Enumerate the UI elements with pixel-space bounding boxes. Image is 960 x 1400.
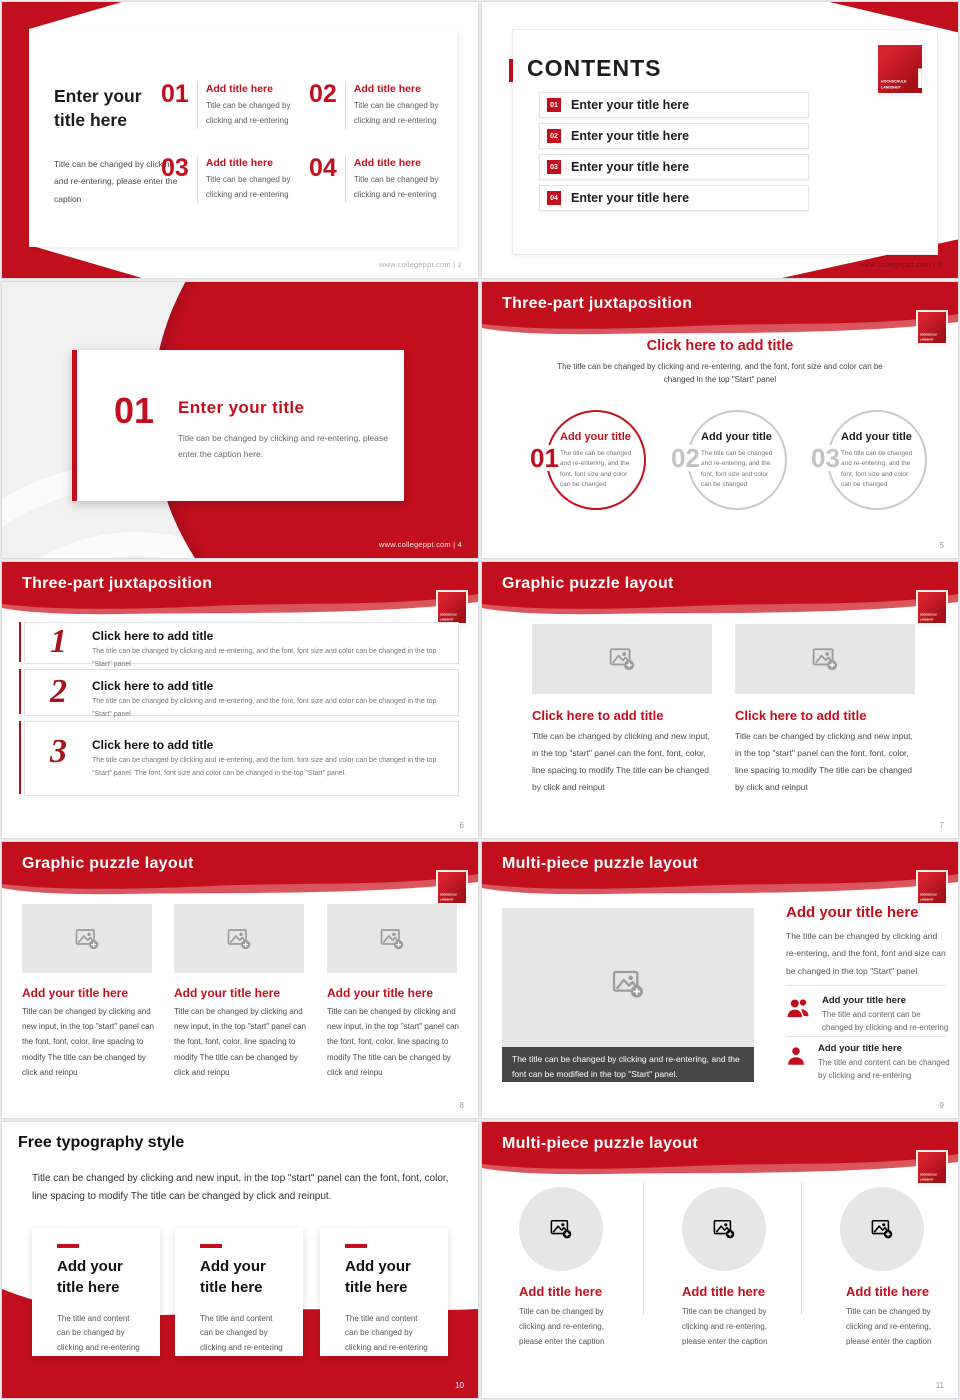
typography-card	[32, 1228, 160, 1356]
row-number-badge: 03	[547, 160, 561, 174]
item-title: Add your title here	[822, 995, 906, 1006]
slide-free-typography[interactable]	[2, 1122, 478, 1398]
column-title: Click here to add title	[735, 708, 867, 723]
item-title: Add title here	[353, 83, 421, 95]
contents-row[interactable]	[539, 185, 809, 211]
row-label: Enter your title here	[571, 191, 690, 205]
image-placeholder-icon	[227, 927, 251, 951]
slide-graphic-puzzle-two[interactable]	[482, 562, 958, 838]
hochschule-landshut-logo: HOCHSCHULE LANDSHUT h	[438, 592, 466, 623]
page-number: 4	[457, 540, 462, 549]
row-number: 1	[50, 623, 67, 660]
column-title: Add your title here	[22, 986, 129, 1000]
page-number: 3	[937, 260, 942, 269]
column-desc: Title can be changed by clicking and new input, in the top "start" panel can the font, font, color, line spacing to modify The title can be changed by click and reinpu	[174, 1007, 306, 1077]
row-desc: The title can be changed by clicking and re-entering, and the font, font size and color can be changed in the top "Start" panel	[92, 698, 437, 718]
divider	[197, 82, 198, 129]
card-desc: The title and content can be changed by clicking and re-entering	[200, 1314, 283, 1352]
slide-footer: www.collegeppt.com | 3	[858, 260, 942, 269]
column-title: Add title here	[846, 1284, 930, 1299]
body-desc: The title can be changed by clicking and re-entering, and the font, font and size can be changed in the top "Start" panel	[786, 931, 946, 976]
slide-multi-piece-circles[interactable]	[482, 1122, 958, 1398]
slide-title: Free typography style	[18, 1134, 185, 1151]
page-number: 5	[939, 541, 944, 550]
circle-number: 01	[530, 443, 559, 473]
row-number-badge: 02	[547, 129, 561, 143]
slide-header-title: Graphic puzzle layout	[502, 575, 674, 592]
slide-header-title: Three-part juxtaposition	[502, 295, 693, 312]
row-label: Enter your title here	[571, 98, 690, 112]
row-number-badge: 04	[547, 191, 561, 205]
hochschule-landshut-logo: HOCHSCHULE LANDSHUT h	[438, 872, 466, 903]
card-accent-dash	[345, 1244, 367, 1248]
column-desc: Title can be changed by clicking and new input, in the top "start" panel can the font, font, color, line spacing to modify The title can be changed by click and reinpu	[22, 1007, 154, 1077]
card-title: Add your title here	[57, 1258, 123, 1296]
row-title: Click here to add title	[92, 738, 214, 752]
item-desc: Title can be changed by clicking and re-entering	[205, 101, 291, 125]
card-accent-dash	[57, 1244, 79, 1248]
item-title: Add your title here	[818, 1043, 902, 1054]
numbered-item	[309, 82, 454, 129]
image-placeholder-icon	[75, 927, 99, 951]
column-title: Add your title here	[327, 986, 434, 1000]
item-number: 02	[309, 80, 337, 108]
item-title: Add title here	[353, 157, 421, 169]
slide-three-part-circles[interactable]	[482, 282, 958, 558]
circle-title: Add your title	[560, 431, 631, 443]
row-desc: The title can be changed by clicking and re-entering, and the font, font size and color can be changed in the top "Start" panel	[92, 648, 437, 668]
row-desc: The title can be changed by clicking and re-entering, and the font, font size and color can be changed in the top "Start" panel. The font, font size and color can be changed in the top "Start" panel.	[92, 757, 437, 777]
slide-three-part-list[interactable]	[2, 562, 478, 838]
feature-item	[786, 1043, 950, 1083]
item-desc: Title can be changed by clicking and re-entering	[353, 101, 439, 125]
page-number: 10	[455, 1381, 464, 1390]
item-desc: Title can be changed by clicking and re-entering	[353, 175, 439, 199]
image-placeholder-circle[interactable]	[682, 1187, 766, 1271]
column-title: Add title here	[519, 1284, 603, 1299]
item-number: 01	[161, 80, 189, 108]
typography-card	[175, 1228, 303, 1356]
column-title: Add title here	[682, 1284, 766, 1299]
item-number: 04	[309, 154, 337, 182]
column-desc: Title can be changed by clicking and re-entering, please enter the caption	[682, 1307, 768, 1347]
item-desc: Title can be changed by clicking and re-entering	[205, 175, 291, 199]
image-placeholder-circle[interactable]	[840, 1187, 924, 1271]
slide-footer: www.collegeppt.com | 4	[378, 540, 462, 549]
card-desc: The title and content can be changed by clicking and re-entering	[57, 1314, 140, 1352]
slide-header-title: Multi-piece puzzle layout	[502, 855, 698, 872]
slide-section-divider[interactable]	[2, 282, 478, 558]
item-number: 03	[161, 154, 189, 182]
hochschule-landshut-logo: HOCHSCHULE LANDSHUT h	[918, 312, 946, 343]
hochschule-landshut-logo: HOCHSCHULE LANDSHUT h	[918, 592, 946, 623]
circle-desc: The title can be changed and re-entering, and the font, font size and color can be changed	[841, 450, 913, 489]
hochschule-landshut-logo: HOCHSCHULE LANDSHUT h	[918, 872, 946, 903]
feature-item	[786, 995, 950, 1035]
person-icon	[786, 1046, 806, 1066]
column-desc: Title can be changed by clicking and new input, in the top "start" panel can the font, font, color, line spacing to modify The title can be changed by click and reinpu	[327, 1007, 459, 1077]
slide-header-title: Three-part juxtaposition	[22, 575, 213, 592]
numbered-item	[309, 156, 454, 203]
slide-heading: Enter your title here	[54, 86, 142, 130]
item-title: Add title here	[205, 83, 273, 95]
row-label: Enter your title here	[571, 129, 690, 143]
hochschule-landshut-logo: HOCHSCHULE LANDSHUT h	[878, 45, 922, 93]
hochschule-landshut-logo: HOCHSCHULE LANDSHUT h	[918, 1152, 946, 1183]
divider	[801, 1182, 802, 1314]
column-desc: Title can be changed by clicking and new input, in the top "start" panel can the font, font, color, line spacing to modify The title can be changed by click and reinput	[532, 731, 710, 792]
page-number: 6	[459, 821, 464, 830]
image-placeholder-circle[interactable]	[519, 1187, 603, 1271]
item-desc: The title and content can be changed by clicking and re-entering	[822, 1010, 949, 1032]
image-placeholder-icon	[550, 1218, 572, 1240]
image-placeholder-icon	[871, 1218, 893, 1240]
image-placeholder[interactable]	[532, 624, 712, 694]
body-subtitle: The title can be changed by clicking and re-entering, and the font, font size and color can be changed in the top "Start" panel	[557, 362, 883, 385]
image-placeholder[interactable]	[22, 904, 152, 973]
image-placeholder[interactable]	[174, 904, 304, 973]
title-accent-bar	[509, 59, 513, 82]
image-placeholder-icon	[609, 646, 635, 672]
row-accent-bar	[19, 622, 21, 662]
page-number: 8	[459, 1101, 464, 1110]
card-accent-dash	[200, 1244, 222, 1248]
divider	[786, 985, 946, 986]
section-number: 01	[114, 390, 155, 431]
page-number: 2	[457, 260, 462, 269]
intro-paragraph: Title can be changed by clicking and new input, in the top "start" panel can the font, font, color, line spacing to modify The title can be changed by click and reinput.	[32, 1173, 449, 1202]
row-accent-bar	[19, 669, 21, 714]
card-desc: The title and content can be changed by clicking and re-entering	[345, 1314, 428, 1352]
slide-title-overview[interactable]	[2, 2, 478, 278]
circle-desc: The title can be changed and re-entering, and the font, font size and color can be changed	[701, 450, 773, 489]
typography-card	[320, 1228, 448, 1356]
column-title: Add your title here	[174, 986, 281, 1000]
slide-contents[interactable]	[482, 2, 958, 278]
contents-row[interactable]	[539, 123, 809, 149]
card-title: Add your title here	[345, 1258, 411, 1296]
circle-number: 02	[671, 443, 700, 473]
image-placeholder[interactable]	[327, 904, 457, 973]
slide-header-title: Graphic puzzle layout	[22, 855, 194, 872]
contents-row[interactable]	[539, 92, 809, 118]
divider	[643, 1182, 644, 1314]
content-card	[29, 30, 457, 247]
column-desc: Title can be changed by clicking and re-entering, please enter the caption	[846, 1307, 932, 1347]
slide-multi-piece-main[interactable]	[482, 842, 958, 1118]
circle-title: Add your title	[701, 431, 772, 443]
circle-desc: The title can be changed and re-entering, and the font, font size and color can be changed	[560, 450, 632, 489]
row-label: Enter your title here	[571, 160, 690, 174]
row-accent-bar	[19, 721, 21, 794]
section-card	[72, 350, 404, 501]
card-title: Add your title here	[200, 1258, 266, 1296]
divider	[345, 156, 346, 203]
row-title: Click here to add title	[92, 679, 214, 693]
page-number: 7	[939, 821, 944, 830]
contents-row[interactable]	[539, 154, 809, 180]
column-desc: Title can be changed by clicking and new input, in the top "start" panel can the font, font, color, line spacing to modify The title can be changed by click and reinput	[735, 731, 913, 792]
column-title: Click here to add title	[532, 708, 664, 723]
column-desc: Title can be changed by clicking and re-entering, please enter the caption	[519, 1307, 605, 1347]
item-desc: The title and content can be changed by clicking and re-entering	[818, 1058, 950, 1080]
item-title: Add title here	[205, 157, 273, 169]
circle-number: 03	[811, 443, 840, 473]
group-icon	[786, 998, 810, 1018]
row-number: 3	[50, 733, 67, 770]
image-placeholder-icon	[713, 1218, 735, 1240]
image-placeholder-icon	[812, 646, 838, 672]
image-placeholder-icon	[380, 927, 404, 951]
slide-graphic-puzzle-three[interactable]	[2, 842, 478, 1118]
section-caption: Title can be changed by clicking and re-entering, please enter the caption here.	[178, 433, 388, 460]
divider	[345, 82, 346, 129]
row-number: 2	[50, 673, 67, 710]
circle-title: Add your title	[841, 431, 912, 443]
section-title: Enter your title	[178, 398, 305, 417]
image-placeholder-icon	[612, 968, 644, 1000]
row-title: Click here to add title	[92, 629, 214, 643]
contents-title: CONTENTS	[527, 55, 662, 81]
image-caption-bar: The title can be changed by clicking and re-entering, and the font can be modified in the top "Start" panel.	[502, 1047, 754, 1082]
card-accent-bar	[72, 350, 77, 501]
numbered-item	[161, 82, 306, 129]
body-title: Add your title here	[786, 904, 919, 921]
slide-header-title: Multi-piece puzzle layout	[502, 1135, 698, 1152]
slide-caption: Title can be changed by clicking and re-entering, please enter the caption	[54, 159, 178, 204]
body-title: Click here to add title	[646, 338, 794, 354]
page-number: 11	[935, 1381, 944, 1390]
numbered-item	[161, 156, 306, 203]
divider	[197, 156, 198, 203]
divider	[786, 1036, 946, 1037]
slide-footer: www.collegeppt.com | 2	[378, 260, 462, 269]
image-placeholder[interactable]	[735, 624, 915, 694]
page-number: 9	[939, 1101, 944, 1110]
row-number-badge: 01	[547, 98, 561, 112]
